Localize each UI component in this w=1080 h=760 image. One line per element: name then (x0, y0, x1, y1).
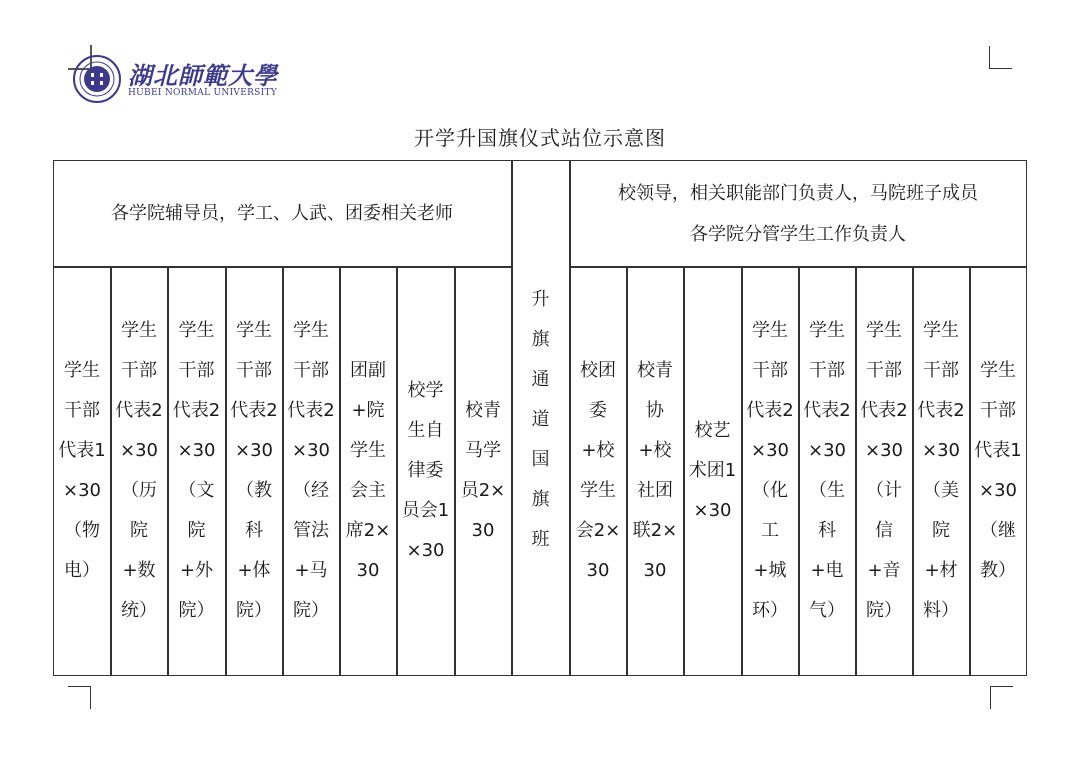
right-column-6-text: 学生干部代表2×30（计信+音院） (860, 320, 908, 621)
left-column-5-text: 学生干部代表2×30（经管法+马院） (287, 320, 335, 621)
left-column-4-text: 学生干部代表2×30（教科+体院） (230, 320, 278, 621)
left-column-1-text: 学生干部代表1×30（物电） (58, 360, 106, 581)
right-column-1 (570, 267, 626, 675)
left-column-7 (397, 267, 454, 675)
right-column-5-text: 学生干部代表2×30（生科+电气） (803, 320, 851, 621)
right-header-line-1: 校领导，相关职能部门负责人，马院班子成员 (618, 183, 978, 204)
left-column-7-text: 校学生自律委员会1×30 (401, 380, 450, 561)
right-column-3-text: 校艺术团1×30 (688, 420, 737, 521)
right-column-8-text: 学生干部代表1×30（继教） (974, 360, 1022, 581)
right-column-2-text: 校青协+校社团联2×30 (632, 360, 678, 581)
left-column-1 (54, 267, 110, 675)
right-column-7-text: 学生干部代表2×30（美院+材料） (917, 320, 965, 621)
logo-name-en: HUBEI NORMAL UNIVERSITY (128, 88, 278, 98)
left-column-5 (283, 267, 339, 675)
university-logo (70, 52, 290, 108)
page-title: 开学升国旗仪式站位示意图 (414, 126, 666, 150)
crop-mark-top-right (989, 46, 1012, 69)
left-column-2 (111, 267, 167, 675)
left-column-8-text: 校青马学员2×30 (460, 400, 506, 541)
crop-mark-bottom-left (68, 686, 91, 709)
center-column-flag-passage (512, 250, 569, 590)
left-column-3 (168, 267, 225, 675)
right-column-4 (742, 267, 798, 675)
right-header-line-2: 各学院分管学生工作负责人 (690, 224, 906, 245)
right-column-8 (970, 267, 1026, 675)
right-column-4-text: 学生干部代表2×30（化工+城环） (746, 320, 794, 621)
right-column-6 (856, 267, 912, 675)
center-column-text: 升旗通道 国旗班 (531, 289, 568, 550)
university-seal-icon (72, 54, 122, 104)
right-column-3 (684, 267, 741, 675)
left-column-8 (455, 267, 511, 675)
right-column-5 (799, 267, 855, 675)
right-column-2 (627, 267, 683, 675)
left-header-text: 各学院辅导员，学工、人武、团委相关老师 (111, 203, 453, 224)
left-column-6-text: 团副+院学生会主席2×30 (345, 360, 391, 581)
right-column-1-text: 校团委+校学生会2×30 (575, 360, 621, 581)
crop-mark-bottom-right (990, 686, 1013, 709)
left-column-6 (340, 267, 396, 675)
left-column-3-text: 学生干部代表2×30（文院+外院） (172, 320, 221, 621)
left-column-4 (226, 267, 282, 675)
logo-name-cn: 湖北師範大學 (128, 61, 278, 90)
right-column-7 (913, 267, 969, 675)
left-column-2-text: 学生干部代表2×30（历院+数统） (115, 320, 163, 621)
